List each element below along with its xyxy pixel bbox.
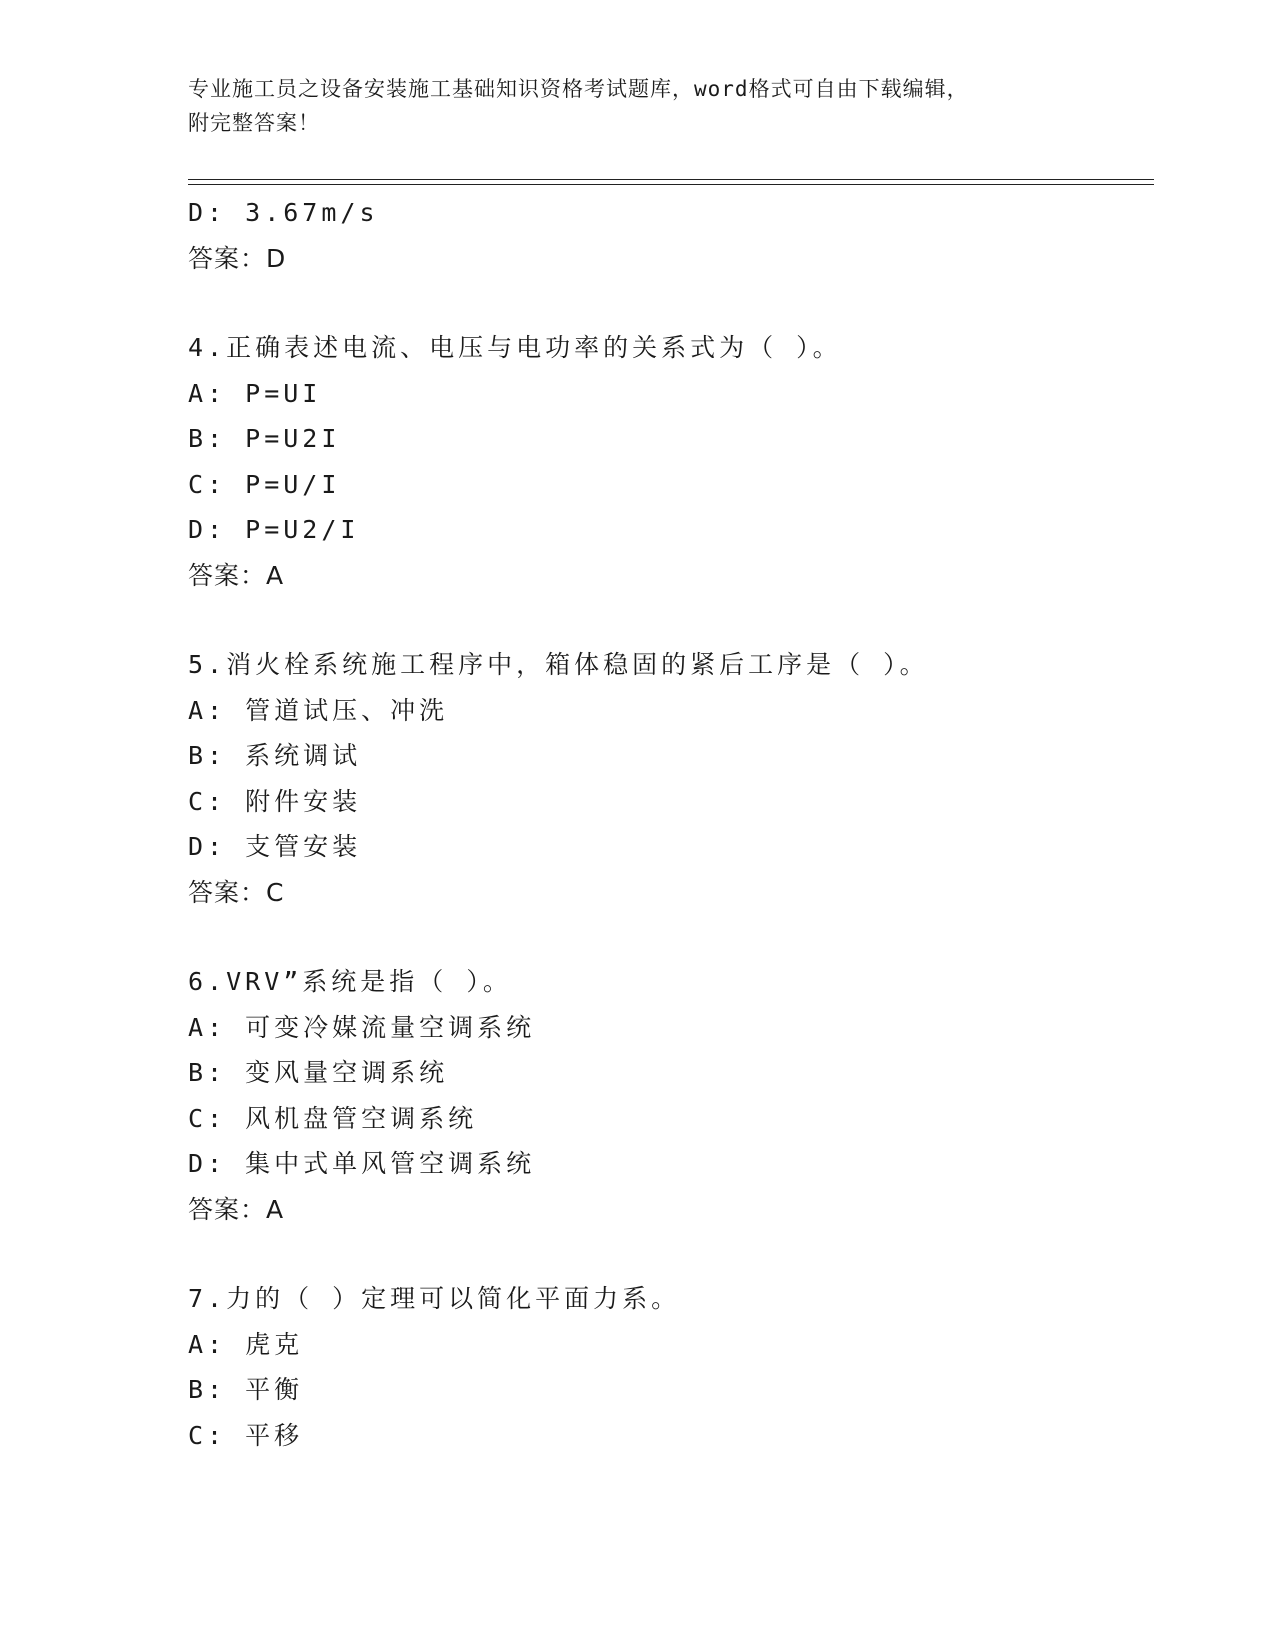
q3-option-d: D: 3.67m/s (188, 198, 379, 227)
q6-answer: 答案：A (188, 1194, 285, 1224)
q5-option-d: D: 支管安装 (188, 832, 362, 861)
q5-option-b: B: 系统调试 (188, 741, 362, 770)
q6-option-a: A: 可变冷媒流量空调系统 (188, 1012, 536, 1042)
q4-option-d: D: P=U2/I (188, 515, 360, 544)
q5-option-c: C: 附件安装 (188, 786, 362, 816)
q7-stem: 7.力的（ ）定理可以简化平面力系。 (188, 1284, 681, 1313)
header-line-1: 专业施工员之设备安装施工基础知识资格考试题库，word格式可自由下载编辑， (188, 77, 969, 101)
q3-answer: 答案：D (188, 243, 287, 273)
q7-option-a: A: 虎克 (188, 1329, 304, 1359)
document-header (188, 72, 1088, 140)
q5-answer: 答案：C (188, 877, 285, 907)
q6-stem: 6.VRV”系统是指（ ）。 (188, 967, 512, 996)
q6-option-b: B: 变风量空调系统 (188, 1058, 449, 1087)
q6-option-c: C: 风机盘管空调系统 (188, 1103, 478, 1133)
q4-option-c: C: P=U/I (188, 469, 341, 499)
q5-stem: 5.消火栓系统施工程序中，箱体稳固的紧后工序是（ ）。 (188, 650, 929, 679)
q7-option-c: C: 平移 (188, 1420, 304, 1450)
question-list (188, 190, 1154, 1458)
q7-option-b: B: 平衡 (188, 1375, 304, 1404)
q4-stem: 4.正确表述电流、电压与电功率的关系式为（ ）。 (188, 333, 842, 362)
q4-option-b: B: P=U2I (188, 424, 341, 453)
header-line-2: 附完整答案！ (188, 111, 320, 135)
q6-option-d: D: 集中式单风管空调系统 (188, 1149, 536, 1178)
header-divider-top (188, 179, 1154, 180)
q4-answer: 答案：A (188, 560, 285, 590)
q4-option-a: A: P=UI (188, 378, 322, 408)
header-divider-bottom (188, 184, 1154, 185)
q5-option-a: A: 管道试压、冲洗 (188, 695, 449, 725)
